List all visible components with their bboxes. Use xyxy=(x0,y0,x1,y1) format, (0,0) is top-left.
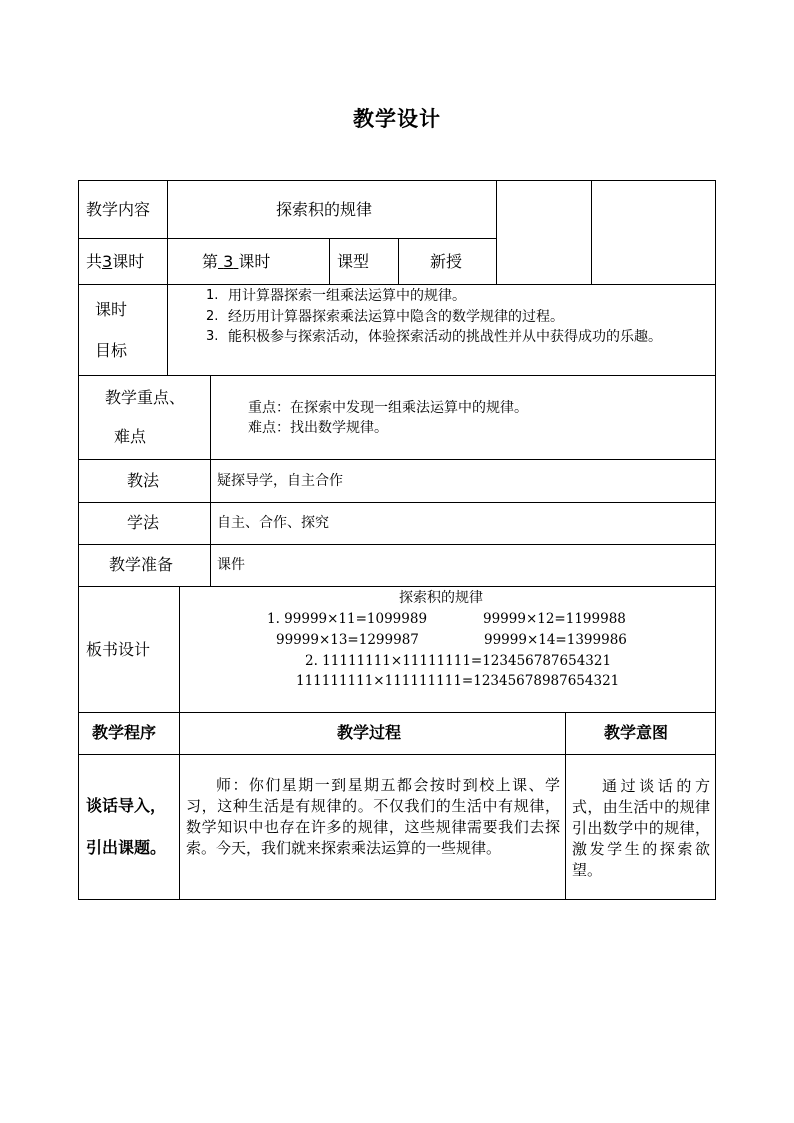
cur-num-value: 3 xyxy=(223,252,234,271)
grid-line xyxy=(78,899,716,900)
grid-line xyxy=(167,180,168,285)
objective-num-3: 3. xyxy=(206,329,219,344)
learning-value: 自主、合作、探究 xyxy=(217,515,329,531)
grid-line xyxy=(78,712,716,713)
objectives-label-2: 目标 xyxy=(95,341,128,360)
page-title: 教学设计 xyxy=(353,107,441,131)
cur-prefix: 第 xyxy=(202,252,219,271)
board-line-2b: 99999×14=1399986 xyxy=(484,632,627,648)
objective-text-3: 能积极参与探索活动，体验探索活动的挑战性并从中获得成功的乐趣。 xyxy=(228,329,662,345)
method-label: 教法 xyxy=(127,471,160,490)
cur-suffix: 课时 xyxy=(238,252,271,271)
cur-num xyxy=(218,252,238,271)
grid-line xyxy=(715,180,716,900)
grid-line xyxy=(167,284,168,376)
board-label: 板书设计 xyxy=(86,640,151,659)
grid-line xyxy=(591,180,592,285)
difficulty-text: 难点：找出数学规律。 xyxy=(248,420,388,436)
objective-num-2: 2. xyxy=(206,309,219,324)
board-line-3: 2. 11111111×11111111=123456787654321 xyxy=(305,653,612,669)
grid-line xyxy=(398,238,399,285)
grid-line xyxy=(78,502,716,503)
prep-value: 课件 xyxy=(217,557,245,573)
grid-line xyxy=(78,180,716,181)
content-value: 探索积的规律 xyxy=(276,200,373,219)
step-line-1: 谈话导入， xyxy=(86,796,167,815)
grid-line xyxy=(565,712,566,900)
grid-line xyxy=(179,586,180,900)
process-text: 师：你们星期一到星期五都会按时到校上课、学习，这种生活是有规律的。不仅我们的生活中有规律，数学知识中也存在许多的规律，这些规律需要我们去探索。今天，我们就来探索乘法运算的一些规律。 xyxy=(186,776,560,857)
current-lesson xyxy=(202,252,270,272)
learning-label: 学法 xyxy=(127,513,160,532)
objective-text-2: 经历用计算器探索乘法运算中隐含的数学规律的过程。 xyxy=(228,309,564,325)
total-prefix: 共 xyxy=(86,252,103,271)
total-num: 3 xyxy=(102,252,113,271)
grid-line xyxy=(78,238,497,239)
total-lessons xyxy=(86,252,144,272)
prep-label: 教学准备 xyxy=(109,555,174,574)
total-suffix: 课时 xyxy=(112,252,145,271)
type-label: 课型 xyxy=(337,252,370,271)
objective-num-1: 1. xyxy=(206,288,219,303)
grid-line xyxy=(78,544,716,545)
objective-text-1: 用计算器探索一组乘法运算中的规律。 xyxy=(228,288,466,304)
grid-line xyxy=(78,180,79,900)
grid-line xyxy=(78,586,716,587)
procedure-header-process: 教学过程 xyxy=(337,723,402,742)
keypoints-label-2: 难点 xyxy=(114,427,147,446)
grid-line xyxy=(496,180,497,285)
board-line-4: 111111111×111111111=12345678987654321 xyxy=(296,673,620,689)
board-line-1a: 1. 99999×11=1099989 xyxy=(267,611,428,627)
board-line-1b: 99999×12=1199988 xyxy=(483,611,626,627)
grid-line xyxy=(78,284,716,285)
grid-line xyxy=(329,238,330,285)
step-line-2: 引出课题。 xyxy=(86,838,167,857)
method-value: 疑探导学，自主合作 xyxy=(217,473,343,489)
objectives-label-1: 课时 xyxy=(95,300,128,319)
focus-text: 重点：在探索中发现一组乘法运算中的规律。 xyxy=(248,400,528,416)
content-label: 教学内容 xyxy=(86,200,151,219)
grid-line xyxy=(78,375,716,376)
procedure-header-intent: 教学意图 xyxy=(604,723,669,742)
grid-line xyxy=(78,754,716,755)
type-value: 新授 xyxy=(430,252,463,271)
procedure-header-step: 教学程序 xyxy=(92,723,157,742)
intent-text: 通过谈话的方式，由生活中的规律引出数学中的规律，激发学生的探索欲望。 xyxy=(572,777,710,879)
board-title: 探索积的规律 xyxy=(399,590,483,606)
board-line-2a: 99999×13=1299987 xyxy=(276,632,419,648)
grid-line xyxy=(210,375,211,587)
grid-line xyxy=(78,459,716,460)
keypoints-label-1: 教学重点、 xyxy=(105,388,186,407)
